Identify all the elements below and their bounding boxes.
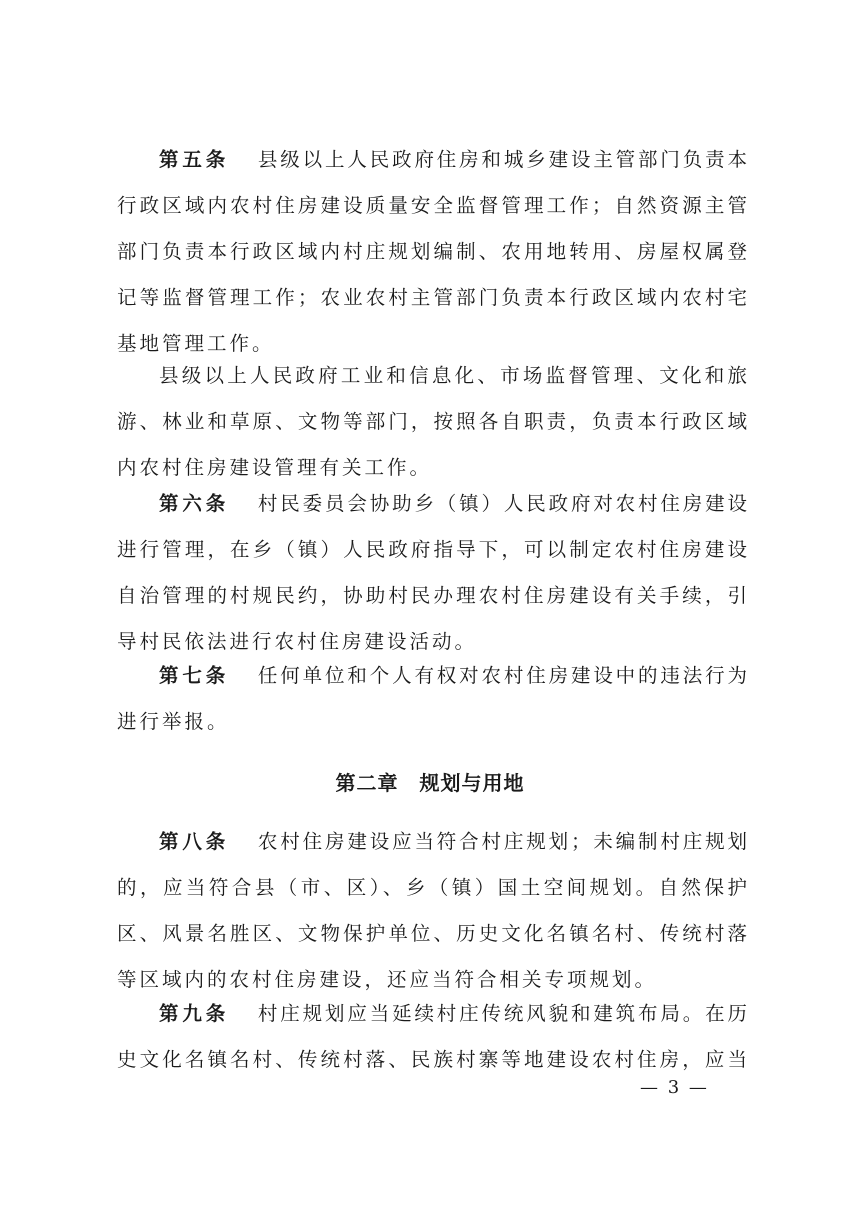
chapter-heading: 第二章 规划与用地 xyxy=(335,771,525,795)
article-heading: 第五条 xyxy=(159,148,230,171)
paragraph-line: 自治管理的村规民约，协助村民办理农村住房建设有关手续，引 xyxy=(117,584,747,607)
paragraph-line: 第九条 村庄规划应当延续村庄传统风貌和建筑布局。在历 xyxy=(159,1002,747,1025)
paragraph-line: 游、林业和草原、文物等部门，按照各自职责，负责本行政区域 xyxy=(117,410,747,433)
paragraph-line: 基地管理工作。 xyxy=(117,332,275,355)
paragraph-line: 等区域内的农村住房建设，还应当符合相关专项规划。 xyxy=(117,968,658,991)
paragraph-line: 进行举报。 xyxy=(117,710,230,733)
paragraph-line: 第五条 县级以上人民政府住房和城乡建设主管部门负责本 xyxy=(159,148,747,171)
paragraph-line: 史文化名镇名村、传统村落、民族村寨等地建设农村住房，应当 xyxy=(117,1048,747,1071)
paragraph-line: 县级以上人民政府工业和信息化、市场监督管理、文化和旅 xyxy=(159,364,747,387)
page-number: — 3 — xyxy=(640,1077,709,1098)
article-heading: 第七条 xyxy=(159,664,230,687)
article-heading: 第六条 xyxy=(159,492,230,515)
paragraph-line: 区、风景名胜区、文物保护单位、历史文化名镇名村、传统村落 xyxy=(117,922,747,945)
paragraph-line: 第七条 任何单位和个人有权对农村住房建设中的违法行为 xyxy=(159,664,747,687)
paragraph-line: 内农村住房建设管理有关工作。 xyxy=(117,456,433,479)
paragraph-line: 记等监督管理工作；农业农村主管部门负责本行政区域内农村宅 xyxy=(117,286,747,309)
paragraph-line: 第六条 村民委员会协助乡（镇）人民政府对农村住房建设 xyxy=(159,492,747,515)
paragraph-line: 行政区域内农村住房建设质量安全监督管理工作；自然资源主管 xyxy=(117,194,747,217)
article-heading: 第八条 xyxy=(159,830,230,853)
paragraph-line: 部门负责本行政区域内村庄规划编制、农用地转用、房屋权属登 xyxy=(117,240,747,263)
paragraph-line: 的，应当符合县（市、区）、乡（镇）国土空间规划。自然保护 xyxy=(117,876,747,899)
paragraph-line: 进行管理，在乡（镇）人民政府指导下，可以制定农村住房建设 xyxy=(117,538,747,561)
article-heading: 第九条 xyxy=(159,1002,230,1025)
paragraph-line: 第八条 农村住房建设应当符合村庄规划；未编制村庄规划 xyxy=(159,830,747,853)
paragraph-line: 导村民依法进行农村住房建设活动。 xyxy=(117,630,478,653)
